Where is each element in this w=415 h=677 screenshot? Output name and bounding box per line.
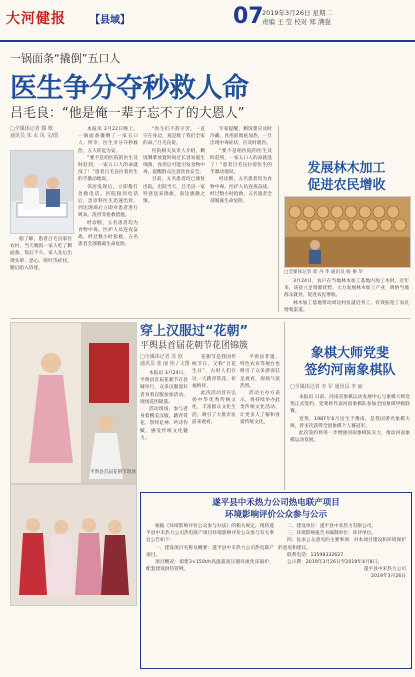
notice-title: 遂平县中禾热力公司热电联产项目 [212,498,340,508]
public-notice [140,492,412,669]
notice-subtitle: 环境影响评价公众参与公示 [224,510,327,520]
hanfu-byline: □全媒体记者 苏 欣 通讯员 张 丽 艳 / 文图 [140,354,190,367]
page-header [0,0,415,40]
lead-column-2: “医生们不辞辛苦，一直守在身边，真是救了我们全家的命。”吕毛良说。 医院相关负责人介绍，剩饭剩菜放置时间过长容易滋生细菌，食用后可能引发食物中毒，提醒群众注意饮食安全。 目前，五名患者均已康复出院。出院当天，吕毛良一家特意送来锦旗，表达感激之情。 [143,127,205,205]
forestry-photo [284,196,411,268]
xiangqi-headline: 象棋大师党斐 签约河南象棋队 [304,346,396,378]
section-label: 【县域】 [90,15,130,26]
lead-photo [10,150,74,234]
date-line: 2019年3月26日 星期二 [262,9,333,17]
column-divider-2 [284,322,285,490]
header-divider [0,40,415,42]
forestry-byline: □全媒体记者 郑 丹 华 通讯员 杨 俊 华 [284,270,363,275]
lead-headline: 医生争分夺秒救人命 [10,73,249,104]
hanfu-photo-caption: 平舆县首届花朝节现场 [90,470,136,475]
wood-processing-image [285,197,410,267]
hanfu-group-image [11,485,136,605]
newspaper-masthead: 大河健报 [6,11,66,27]
hanfu-column-2: 花朝节是我国传统节日，又称“百花生日”，古时人们在这一天踏青赏花、祈福纳祥。 此次活动旨在弘扬中华优秀传统文化，丰富群众文化生活，吸引了大批市民前来观看。 [192,355,236,425]
hanfu-performer-image [11,323,136,483]
hanfu-subheadline: 平舆县首届花朝节花团锦簇 [140,341,249,351]
lead-byline: □全媒体记者 滕 歌 通讯员 朱 永 凤 文/图 [10,126,59,139]
lead-column-1: 本报讯 3月22日晚上，一锅面条撬倒了一家五口人。所幸，医生争分夺秒救治，五人转危为安。 “要不是咱医院的医生及时赶到，一家五口人的命就没了！”患者吕毛良拉着医生的手激动地说。 邻居发现后，立即拨打急救电话。医院接到电话后，急诊科医生迅速出诊，到达现场后立即对患者进行吸氧、洗胃等抢救措施。 经诊断，五名患者均为食物中毒。医护人员连夜奋战，经过数小时抢救，五名患者全部脱离生命危险。 [78,127,138,248]
column-divider [278,126,279,312]
xiangqi-byline: □全媒体记者 李 军 通讯员 李 丽 [290,384,363,390]
forestry-body: 3月24日，农户在当地林木加工基地内加工木材。近年来，该县立足资源优势，大力发展林木加工产业，吸纳当地群众就业，促进农民增收。 林木加工基地带动周边村民就近务工，有效拓宽了农民增收渠道。 [284,279,409,313]
forestry-headline: 发展林木加工 促进农民增收 [307,161,386,193]
page-number: 07 [233,4,264,29]
lead-column-1-bottom: 据了解，患者吕毛良家住农村，当天晚饭一家人吃了剩面条。饭后不久，家人先后出现头晕、恶心、呕吐等症状，随后陷入昏迷。 [10,237,72,271]
lead-kicker: 一锅面条“撬倒”五口人 [10,52,121,65]
lead-subheadline: 吕毛良：“他是俺一辈子忘不了的大恩人” [10,106,245,121]
hanfu-photo-bottom [10,484,137,606]
hanfu-photo-top [10,322,137,484]
notice-column-1: 根据《环境影响评价公众参与办法》的相关规定，现将遂平县中禾热力公司热电联产项目环境影响评价公众参与有关事宜公告如下： 一、建设项目名称及概要：遂平县中禾热力公司热电联产项目。 项目概况：拟建3×150t/h高温超高压循环流化床锅炉，配套建设供热管网。 [146,524,274,573]
editor-line: 责编 王 莹 校对 郑 满强 [262,18,331,26]
notice-column-2: 二、建设单位：遂平县中禾热力有限公司。 三、环境影响报告书编制单位：环评单位。 四、征求公众意见的主要事项：对本项目建设和环境保护的意见和建议。 联系电话：13598332627 公示期：2019年3月26日至2019年4月8日。 遂平县中禾热力公司 2019年3月26日 [278,524,406,580]
hanfu-column-3: 平舆县非遗、特色农业等展台也吸引了众多游客驻足观看，现场气氛热烈。 活动主办方表示，将持续举办此类传统文化活动，让更多人了解和喜爱传统文化。 [240,355,280,425]
xiangqi-body: 本报讯 日前，河南省象棋运动发展中心与象棋大师党斐正式签约，党斐将代表河南象棋队参加全国象棋甲级联赛。 党斐，1987年6月出生于豫南，是我国著名象棋大师，曾多次获得全国象棋个人赛冠军。 此次签约将进一步增强河南象棋队实力，推动河南象棋运动发展。 [290,395,410,444]
hospital-scene-image [11,151,73,233]
section-divider [10,318,410,319]
issue-date [262,9,332,27]
lead-column-3: 专家提醒，剩饭菜应及时冷藏，食用前彻底加热，一旦出现中毒症状，应及时就医。 “要不是咱医院的医生及时赶到，一家五口人的命就没了！”患者吕毛良拉着医生的手激动地说。 经诊断，五名患者均为食物中毒。医护人员连夜奋战，经过数小时抢救，五名患者全部脱离生命危险。 [210,127,272,205]
hanfu-column-1: 本报讯 3月24日，平舆县首届花朝节在县城举行，众多汉服爱好者身着汉服参加活动，现场花团锦簇。 活动现场，参与者身着精美汉服，踏青赏花、祭拜花神、吟诗作赋，感受传统文化魅力。 [140,371,188,441]
hanfu-headline: 穿上汉服过“花朝” [140,324,249,339]
